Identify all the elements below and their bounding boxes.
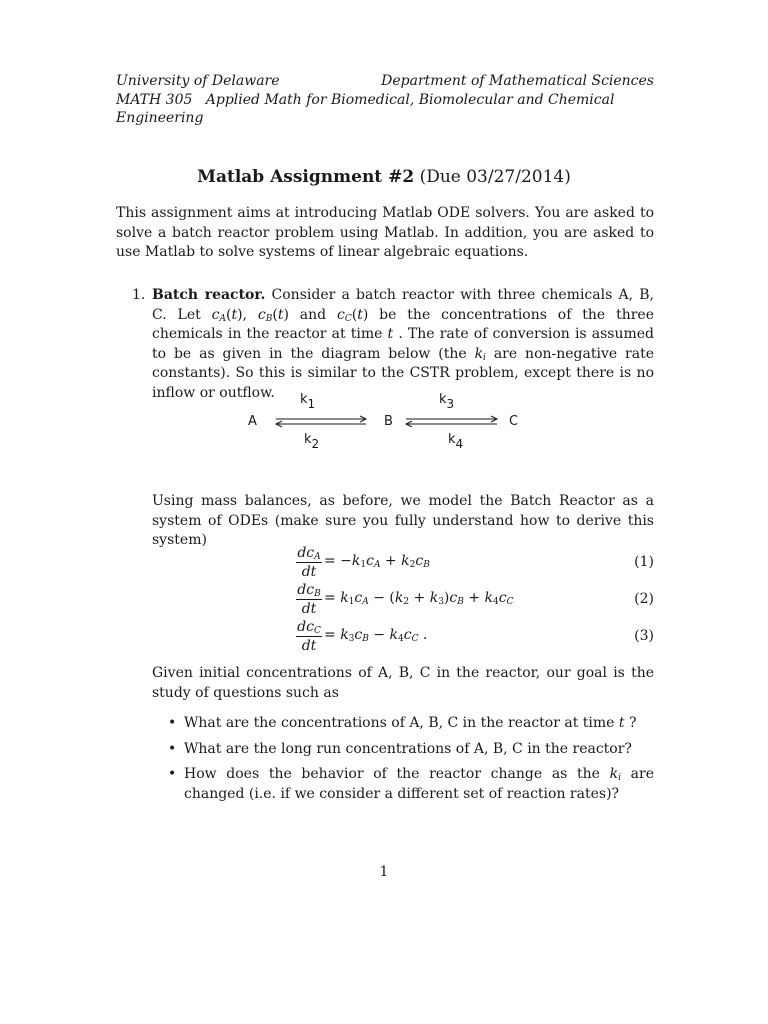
species-c: C bbox=[509, 414, 519, 429]
intro-paragraph: This assignment aims at introducing Matlab ODE solvers. You are asked to solve a batch reactor problem using Matlab. In addition, you are asked to use Matlab to solve systems of linear algebraic equations. bbox=[116, 205, 654, 260]
department-name: Department of Mathematical Sciences bbox=[381, 73, 654, 89]
due-date: (Due 03/27/2014) bbox=[419, 167, 571, 187]
list-item: • How does the behavior of the reactor change as the $k_i$ are changed (i.e. if we consider a different set of reaction rates)? bbox=[168, 766, 654, 802]
problem-heading: Batch reactor. bbox=[152, 287, 266, 303]
equation-1-label: (1) bbox=[634, 554, 654, 570]
rate-k3: $k_3$ bbox=[439, 392, 455, 411]
document-page: University of Delaware Department of Mathematical Sciences MATH 305 Applied Math for Biomedical, Biomolecular and Chemical Engineering Matlab Assignment #2 (Due 03/27/2014) This assignment aims at introducing Matlab ODE solvers. You are asked to solve a batch reactor problem using Matlab. In addition, you are asked to use Matlab to solve systems of linear algebraic equations. 1. Batch reactor. Consider a batch reactor with three chemicals A, B, C. Let $c_A(t)$, $c_B(t)$ and $c_C(t)$ be the concentrations of the three chemicals in the reactor at time t . The rate of conversion is assumed to be as given in the diagram below (the $k_i$ are non-negative rate constants). So this is similar to the CSTR problem, except there is no inflow or outflow. A B C $k_1$ $k_2$ $k_3$ $k_4$ Using mass balances, as before, we model the Batch Reactor as a system of ODEs (make sure you fully understand how to derive this system) $dc_A$ dt = $-k_1c_A + k_2c_B$ (1) $dc_B$ dt = $k_1c_A - (k_2 + k_3)c_B + k_4c_C$ (2) $dc_C$ dt = $k_3c_B - k_4c_C$ . (3) Given initial concentrations of A, B, C in the reactor, our goal is the study of questions such as • What are the concentrations of A, B, C in the reactor at time t ? • What are the long run concentrations of A, B, C in the reactor? • How does the behavior of the reactor change as the $k_i$ are changed (i.e. if we consider a different set of reaction rates)? 1 bbox=[0, 0, 768, 1024]
problem-number: 1. bbox=[132, 287, 146, 303]
question-list bbox=[168, 714, 654, 810]
list-item: • What are the concentrations of A, B, C in the reactor at time t ? bbox=[168, 715, 637, 731]
assignment-name: Matlab Assignment #2 bbox=[197, 167, 415, 187]
reaction-diagram bbox=[0, 388, 768, 458]
university-name: University of Delaware bbox=[116, 73, 280, 89]
problem-text-c: . The rate of conversion is assumed to be as given in the diagram below (the bbox=[152, 326, 654, 362]
problem-text-d: are non-negative rate constants). So this is similar to the CSTR problem, except there is no inflow or outflow. bbox=[152, 345, 654, 401]
header-line-2 bbox=[116, 91, 654, 127]
problem-1-text: Batch reactor. Consider a batch reactor with three chemicals A, B, C. Let $c_A(t)$, $c_B(t)$ and $c_C(t)$ be the concentrations of the three chemicals in the reactor at time t . The rate of conversion is assumed to be as given in the diagram below (the $k_i$ are non-negative rate constants). So this is similar to the CSTR problem, except there is no inflow or outflow. bbox=[152, 287, 654, 401]
header-line-1 bbox=[116, 72, 654, 90]
rate-k2: $k_2$ bbox=[304, 432, 320, 451]
course-code: MATH 305 bbox=[116, 92, 193, 108]
mass-balance-paragraph: Using mass balances, as before, we model the Batch Reactor as a system of ODEs (make sure you fully understand how to derive this system) bbox=[152, 493, 654, 548]
problem-text-b: be the concentrations of the three chemicals in the reactor at time bbox=[152, 306, 654, 342]
equation-3-label: (3) bbox=[634, 628, 654, 644]
rate-k4: $k_4$ bbox=[448, 432, 464, 451]
species-a: A bbox=[248, 414, 257, 429]
reaction-arrows bbox=[0, 388, 768, 458]
assignment-title bbox=[0, 166, 768, 188]
goal-paragraph: Given initial concentrations of A, B, C in the reactor, our goal is the study of questions such as bbox=[152, 665, 654, 701]
rate-k1: $k_1$ bbox=[300, 392, 316, 411]
problem-text-a: Consider a batch reactor with three chemicals A, B, C. Let bbox=[152, 287, 654, 323]
list-item: • What are the long run concentrations of A, B, C in the reactor? bbox=[168, 740, 632, 757]
species-b: B bbox=[384, 414, 393, 429]
equation-2-label: (2) bbox=[634, 591, 654, 607]
page-number: 1 bbox=[379, 864, 389, 880]
course-title: Applied Math for Biomedical, Biomolecular and Chemical Engineering bbox=[116, 92, 615, 126]
